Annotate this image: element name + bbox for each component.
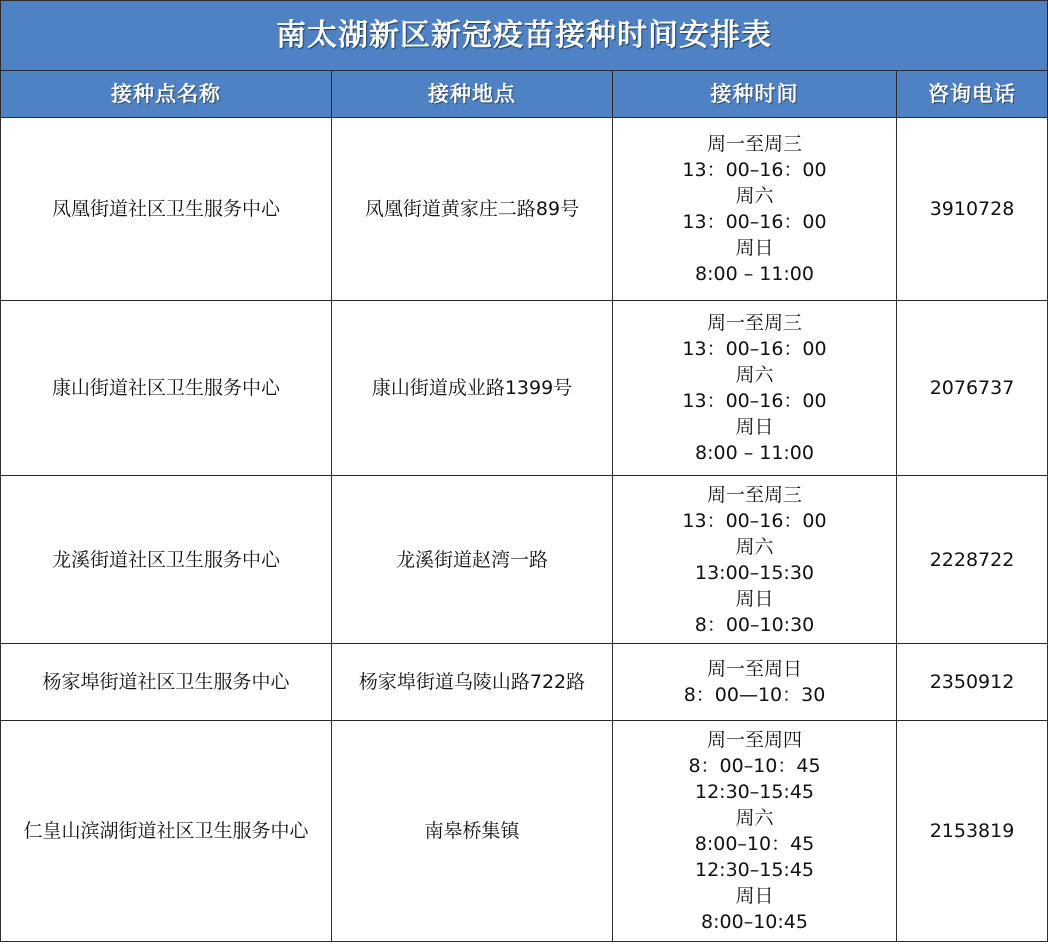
location-cell: 康山街道成业路1399号 [332, 301, 613, 476]
time-line: 13：00–16：00 [682, 509, 827, 532]
time-line: 周六 [735, 535, 774, 558]
time-line: 13：00–16：00 [682, 211, 827, 233]
time-line: 周六 [735, 185, 774, 207]
time-line: 12:30–15:45 [694, 781, 814, 803]
location-cell: 南皋桥集镇 [332, 721, 613, 942]
table-title: 南太湖新区新冠疫苗接种时间安排表 [1, 1, 1048, 71]
site-name-cell: 杨家埠街道社区卫生服务中心 [1, 644, 332, 721]
time-line: 周一至周日 [706, 658, 802, 680]
site-name-cell: 康山街道社区卫生服务中心 [1, 301, 332, 476]
phone-cell: 2076737 [897, 301, 1048, 476]
time-line: 13：00–16：00 [682, 390, 827, 412]
time-line: 13:00–15:30 [694, 561, 814, 584]
header-location: 接种地点 [332, 71, 613, 118]
time-line: 8:00–10:45 [701, 911, 808, 933]
location-cell: 龙溪街道赵湾一路 [332, 476, 613, 644]
time-line: 周日 [735, 237, 774, 259]
header-time: 接种时间 [613, 71, 897, 118]
time-line: 周六 [735, 364, 774, 386]
time-line: 8:00 – 11:00 [694, 263, 814, 285]
time-line: 周一至周四 [706, 729, 802, 751]
header-site-name: 接种点名称 [1, 71, 332, 118]
time-line: 8：00—10：30 [683, 684, 826, 706]
time-line: 13：00–16：00 [682, 159, 827, 181]
phone-cell: 2228722 [897, 476, 1048, 644]
time-line: 周六 [735, 807, 774, 829]
site-name-cell: 凤凰街道社区卫生服务中心 [1, 118, 332, 301]
time-line: 周日 [735, 885, 774, 907]
time-line: 12:30–15:45 [694, 859, 814, 881]
site-name-cell: 仁皇山滨湖街道社区卫生服务中心 [1, 721, 332, 942]
time-line: 周一至周三 [706, 483, 802, 506]
time-line: 8：00–10：45 [688, 755, 821, 777]
location-cell: 凤凰街道黄家庄二路89号 [332, 118, 613, 301]
time-cell [613, 721, 897, 942]
phone-cell: 2350912 [897, 644, 1048, 721]
time-line: 13：00–16：00 [682, 338, 827, 360]
time-cell [613, 644, 897, 721]
time-line: 周日 [735, 587, 774, 610]
time-cell [613, 301, 897, 476]
time-line: 8:00 – 11:00 [694, 442, 814, 464]
time-cell [613, 118, 897, 301]
time-line: 周日 [735, 416, 774, 438]
phone-cell: 3910728 [897, 118, 1048, 301]
site-name-cell: 龙溪街道社区卫生服务中心 [1, 476, 332, 644]
phone-cell: 2153819 [897, 721, 1048, 942]
location-cell: 杨家埠街道乌陵山路722路 [332, 644, 613, 721]
time-line: 8:00–10：45 [694, 833, 815, 855]
time-cell [613, 476, 897, 644]
header-phone: 咨询电话 [897, 71, 1048, 118]
time-line: 周一至周三 [706, 133, 802, 155]
time-line: 8：00–10:30 [694, 613, 815, 636]
time-line: 周一至周三 [706, 312, 802, 334]
